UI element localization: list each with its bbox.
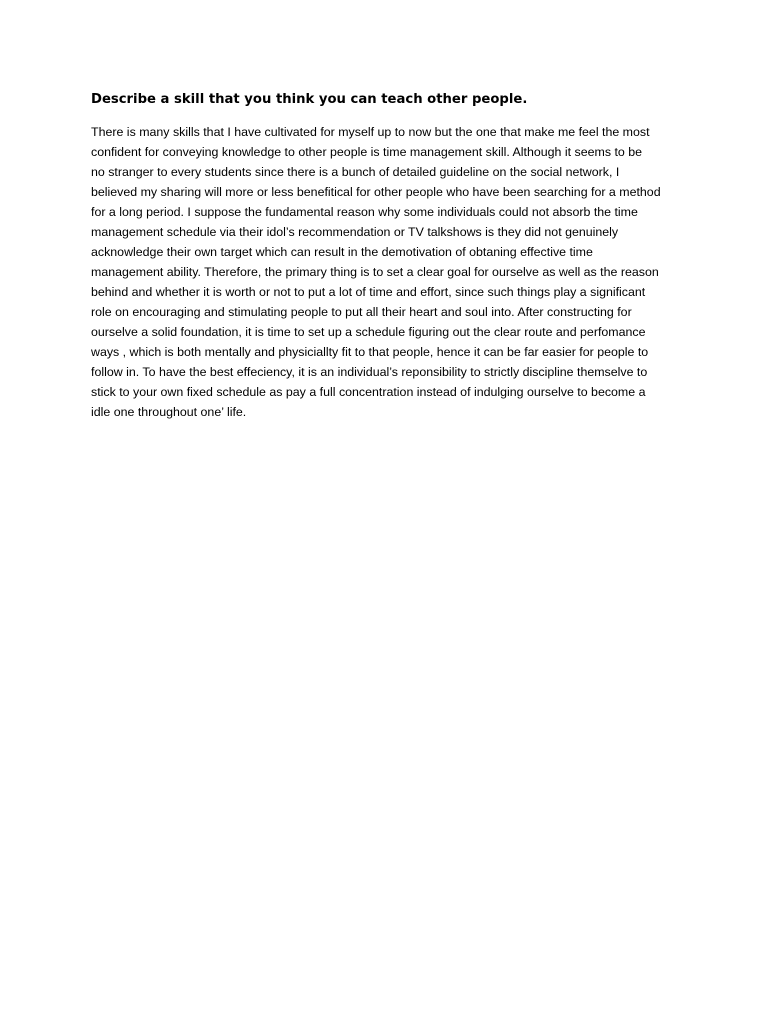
body-line: follow in. To have the best effeciency, it is an individual’s reponsibility to strictly discipline themselve to (91, 365, 648, 379)
document-body (91, 122, 691, 422)
body-line: no stranger to every students since there is a bunch of detailed guideline on the social network, I (91, 165, 620, 179)
body-line: There is many skills that I have cultivated for myself up to now but the one that make me feel the most (91, 125, 650, 139)
body-line: behind and whether it is worth or not to put a lot of time and effort, since such things play a significant (91, 285, 646, 299)
body-line: role on encouraging and stimulating people to put all their heart and soul into. After constructing for (91, 305, 632, 319)
body-line: idle one throughout one’ life. (91, 405, 247, 419)
body-line: for a long period. I suppose the fundamental reason why some individuals could not absorb the time (91, 205, 638, 219)
body-line: management ability. Therefore, the primary thing is to set a clear goal for ourselve as well as the reason (91, 265, 659, 279)
body-line: stick to your own fixed schedule as pay a full concentration instead of indulging ourselve to become a (91, 385, 646, 399)
body-line: ourselve a solid foundation, it is time to set up a schedule figuring out the clear route and perfomance (91, 325, 646, 339)
body-line: confident for conveying knowledge to other people is time management skill. Although it seems to be (91, 145, 643, 159)
body-line: management schedule via their idol’s recommendation or TV talkshows is they did not genuinely (91, 225, 619, 239)
body-line: ways , which is both mentally and physiciallty fit to that people, hence it can be far easier for people to (91, 345, 649, 359)
document-title: Describe a skill that you think you can teach other people. (91, 92, 528, 107)
body-line: acknowledge their own target which can result in the demotivation of obtaning effective time (91, 245, 593, 259)
body-line: believed my sharing will more or less benefitical for other people who have been searching for a method (91, 185, 661, 199)
